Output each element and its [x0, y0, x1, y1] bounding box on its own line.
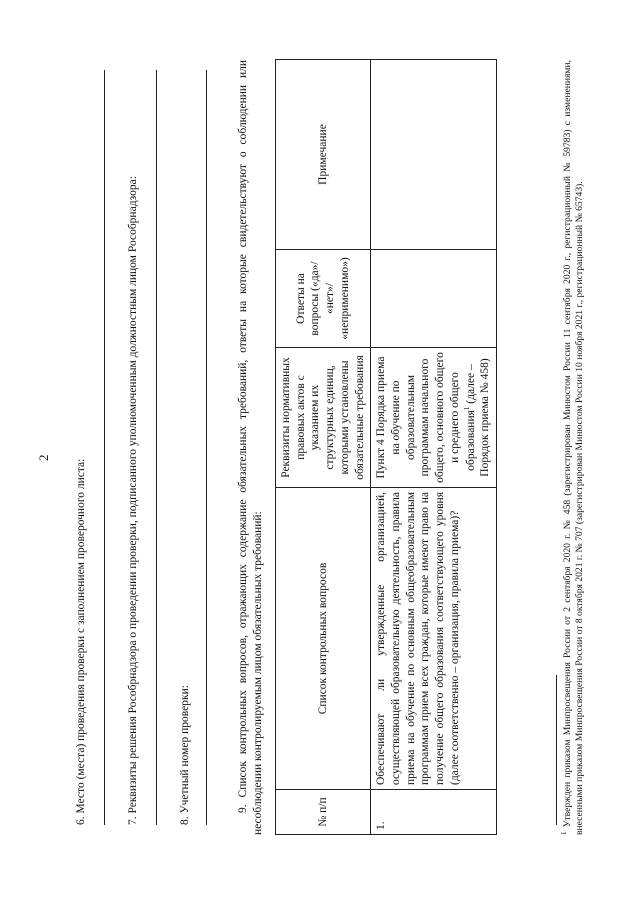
page-number: 2	[36, 454, 51, 461]
header-requisites: Реквизиты нормативных правовых актов с указанием их структурных единиц, которыми установлены обязательные требования	[276, 348, 371, 488]
footnote-divider	[556, 675, 557, 825]
table-header-row	[276, 60, 371, 835]
row-number: 1.	[371, 790, 497, 835]
answer-cell[interactable]	[371, 250, 497, 348]
requisite-text-tail: (далее – Порядок приема № 458)	[464, 358, 492, 477]
header-number: № п/п	[276, 790, 371, 835]
footnote-ref: 1	[462, 406, 471, 411]
checklist-table	[275, 59, 497, 835]
table-row	[371, 60, 497, 835]
footnote	[560, 60, 586, 835]
note-cell[interactable]	[371, 60, 497, 250]
header-answers: Ответы на вопросы («да»/ «нет»/ «неприменимо»)	[276, 250, 371, 348]
fill-line	[104, 70, 105, 825]
question-text: Обеспечивают ли утвержденные организацией, осуществляющей образовательную деятельность, правила приема на обучение по основным общеобразовательным программам прием всех граждан, которые имеют право на получение общего образования соответствующего уровня (далее соответственно – организация, правила приема)?	[371, 488, 497, 790]
fill-line	[156, 70, 157, 825]
header-questions: Список контрольных вопросов	[276, 488, 371, 790]
header-note: Примечание	[276, 60, 371, 250]
requisite-text: Пункт 4 Порядка приема на обучение по образовательным программам начального общего, основного общего и среднего общего образования	[375, 352, 477, 483]
footnote-mark: 1	[560, 831, 568, 835]
item-9-intro: 9. Список контрольных вопросов, отражающих содержание обязательных требований, ответы на которые свидетельствуют о соблюдении или несоблюдении контролируемым лицом обязательных требований:	[237, 60, 264, 835]
requisite-cell	[371, 348, 497, 488]
item-8-registration-number: 8. Учетный номер проверки:	[179, 685, 191, 825]
fill-line	[206, 70, 207, 825]
item-6-place-of-inspection: 6. Место (места) проведения проверки с заполнением проверочного листа:	[75, 458, 87, 825]
item-7-decision-requisites: 7. Реквизиты решения Рособрнадзора о проведении проверки, подписанного уполномоченным должностным лицом Рособрнадзора:	[127, 176, 139, 825]
footnote-text: Утвержден приказом Минпросвещения России от 2 сентября 2020 г. № 458 (зарегистрирован Минюстом России 11 сентября 2020 г., регистрационный № 59783) с изменениями, внесенными приказом Минпросвещения России от 8 октября 2021 г. № 707 (зарегистрирован Минюстом России 10 ноября 2021 г., регистрационный № 65743).	[562, 60, 586, 835]
